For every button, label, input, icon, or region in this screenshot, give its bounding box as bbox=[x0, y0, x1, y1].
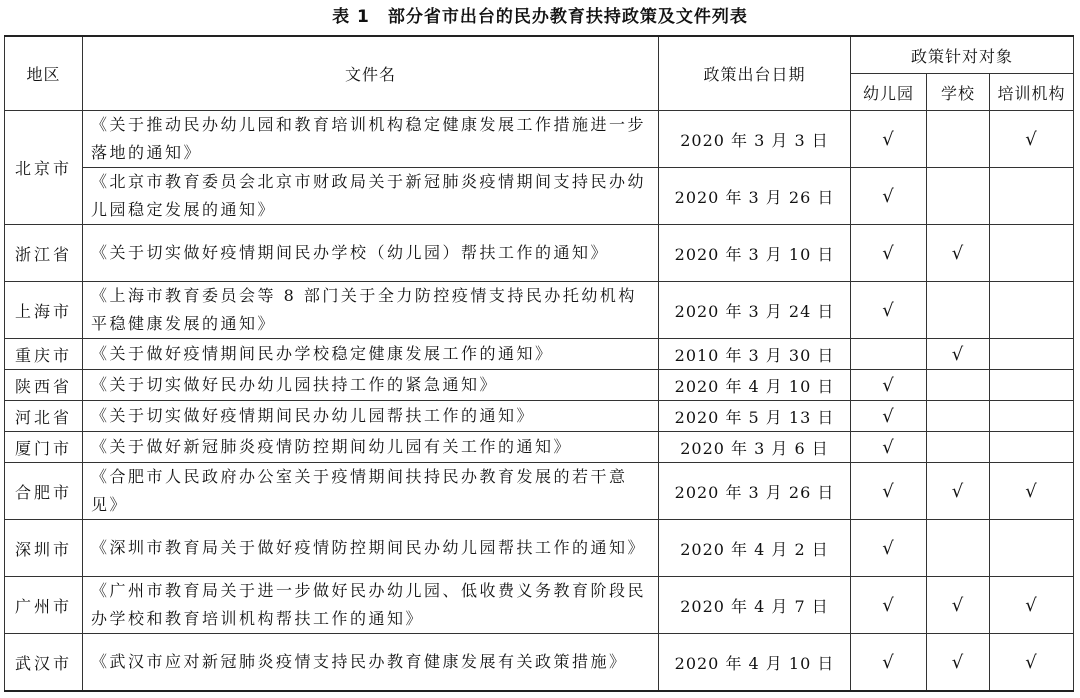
training-check-cell bbox=[990, 282, 1074, 339]
school-check-cell bbox=[927, 432, 990, 463]
kindergarten-check-cell bbox=[851, 282, 927, 339]
kindergarten-check-cell bbox=[851, 111, 927, 168]
file-name-cell: 《武汉市应对新冠肺炎疫情支持民办教育健康发展有关政策措施》 bbox=[83, 634, 659, 692]
table-row bbox=[5, 111, 1074, 168]
kindergarten-check-cell bbox=[851, 401, 927, 432]
training-check-cell bbox=[990, 432, 1074, 463]
header-school: 学校 bbox=[927, 74, 990, 111]
file-name-cell: 《关于切实做好疫情期间民办学校（幼儿园）帮扶工作的通知》 bbox=[83, 225, 659, 282]
kindergarten-check-cell bbox=[851, 370, 927, 401]
date-cell: 2020 年 4 月 10 日 bbox=[659, 370, 851, 401]
region-cell: 河北省 bbox=[5, 401, 83, 432]
checkmark-icon: √ bbox=[882, 537, 895, 559]
checkmark-icon: √ bbox=[882, 651, 895, 673]
training-check-cell bbox=[990, 520, 1074, 577]
checkmark-icon: √ bbox=[1025, 651, 1038, 673]
file-name-cell: 《关于推动民办幼儿园和教育培训机构稳定健康发展工作措施进一步落地的通知》 bbox=[83, 111, 659, 168]
region-cell: 上海市 bbox=[5, 282, 83, 339]
training-check-cell bbox=[990, 577, 1074, 634]
date-cell: 2020 年 3 月 24 日 bbox=[659, 282, 851, 339]
file-name-cell: 《北京市教育委员会北京市财政局关于新冠肺炎疫情期间支持民办幼儿园稳定发展的通知》 bbox=[83, 168, 659, 225]
table-row bbox=[5, 463, 1074, 520]
file-name-cell: 《关于做好疫情期间民办学校稳定健康发展工作的通知》 bbox=[83, 339, 659, 370]
school-check-cell bbox=[927, 634, 990, 692]
checkmark-icon: √ bbox=[951, 343, 965, 365]
school-check-cell bbox=[927, 168, 990, 225]
training-check-cell bbox=[990, 401, 1074, 432]
file-name-cell: 《关于做好新冠肺炎疫情防控期间幼儿园有关工作的通知》 bbox=[83, 432, 659, 463]
region-cell: 浙江省 bbox=[5, 225, 83, 282]
training-check-cell bbox=[990, 370, 1074, 401]
table-row bbox=[5, 432, 1074, 463]
school-check-cell bbox=[927, 401, 990, 432]
date-cell: 2020 年 3 月 3 日 bbox=[659, 111, 851, 168]
checkmark-icon: √ bbox=[882, 405, 895, 427]
date-cell: 2020 年 3 月 6 日 bbox=[659, 432, 851, 463]
checkmark-icon: √ bbox=[951, 242, 965, 264]
header-date: 政策出台日期 bbox=[659, 36, 851, 111]
checkmark-icon: √ bbox=[882, 128, 895, 150]
region-cell: 厦门市 bbox=[5, 432, 83, 463]
region-cell: 武汉市 bbox=[5, 634, 83, 692]
school-check-cell bbox=[927, 225, 990, 282]
school-check-cell bbox=[927, 370, 990, 401]
file-name-cell: 《深圳市教育局关于做好疫情防控期间民办幼儿园帮扶工作的通知》 bbox=[83, 520, 659, 577]
kindergarten-check-cell bbox=[851, 432, 927, 463]
checkmark-icon: √ bbox=[882, 299, 895, 321]
checkmark-icon: √ bbox=[882, 480, 895, 502]
checkmark-icon: √ bbox=[951, 480, 965, 502]
school-check-cell bbox=[927, 520, 990, 577]
file-name-cell: 《广州市教育局关于进一步做好民办幼儿园、低收费义务教育阶段民办学校和教育培训机构帮扶工作的通知》 bbox=[83, 577, 659, 634]
region-cell: 深圳市 bbox=[5, 520, 83, 577]
date-cell: 2020 年 3 月 26 日 bbox=[659, 168, 851, 225]
table-row bbox=[5, 401, 1074, 432]
header-training: 培训机构 bbox=[990, 74, 1074, 111]
school-check-cell bbox=[927, 339, 990, 370]
table-body bbox=[5, 111, 1074, 692]
table-row bbox=[5, 339, 1074, 370]
date-cell: 2020 年 5 月 13 日 bbox=[659, 401, 851, 432]
training-check-cell bbox=[990, 168, 1074, 225]
region-cell: 广州市 bbox=[5, 577, 83, 634]
date-cell: 2020 年 4 月 10 日 bbox=[659, 634, 851, 692]
table-row bbox=[5, 520, 1074, 577]
training-check-cell bbox=[990, 225, 1074, 282]
date-cell: 2020 年 4 月 2 日 bbox=[659, 520, 851, 577]
table-row bbox=[5, 282, 1074, 339]
checkmark-icon: √ bbox=[951, 651, 965, 673]
date-cell: 2010 年 3 月 30 日 bbox=[659, 339, 851, 370]
checkmark-icon: √ bbox=[882, 436, 895, 458]
region-cell: 陕西省 bbox=[5, 370, 83, 401]
file-name-cell: 《关于切实做好民办幼儿园扶持工作的紧急通知》 bbox=[83, 370, 659, 401]
school-check-cell bbox=[927, 577, 990, 634]
school-check-cell bbox=[927, 282, 990, 339]
date-cell: 2020 年 4 月 7 日 bbox=[659, 577, 851, 634]
table-row bbox=[5, 370, 1074, 401]
kindergarten-check-cell bbox=[851, 168, 927, 225]
checkmark-icon: √ bbox=[1025, 594, 1038, 616]
training-check-cell bbox=[990, 463, 1074, 520]
checkmark-icon: √ bbox=[882, 374, 895, 396]
checkmark-icon: √ bbox=[951, 594, 965, 616]
checkmark-icon: √ bbox=[882, 594, 895, 616]
date-cell: 2020 年 3 月 10 日 bbox=[659, 225, 851, 282]
header-kindergarten: 幼儿园 bbox=[851, 74, 927, 111]
header-policy-target: 政策针对对象 bbox=[851, 36, 1074, 74]
training-check-cell bbox=[990, 111, 1074, 168]
kindergarten-check-cell bbox=[851, 225, 927, 282]
checkmark-icon: √ bbox=[882, 185, 895, 207]
school-check-cell bbox=[927, 463, 990, 520]
table-row bbox=[5, 225, 1074, 282]
kindergarten-check-cell bbox=[851, 339, 927, 370]
kindergarten-check-cell bbox=[851, 463, 927, 520]
kindergarten-check-cell bbox=[851, 520, 927, 577]
checkmark-icon: √ bbox=[882, 242, 895, 264]
table-row bbox=[5, 577, 1074, 634]
kindergarten-check-cell bbox=[851, 634, 927, 692]
kindergarten-check-cell bbox=[851, 577, 927, 634]
file-name-cell: 《关于切实做好疫情期间民办幼儿园帮扶工作的通知》 bbox=[83, 401, 659, 432]
checkmark-icon: √ bbox=[1025, 128, 1038, 150]
table-row bbox=[5, 168, 1074, 225]
file-name-cell: 《上海市教育委员会等 8 部门关于全力防控疫情支持民办托幼机构平稳健康发展的通知》 bbox=[83, 282, 659, 339]
region-cell: 合肥市 bbox=[5, 463, 83, 520]
header-file-name: 文件名 bbox=[83, 36, 659, 111]
checkmark-icon: √ bbox=[1025, 480, 1038, 502]
training-check-cell bbox=[990, 339, 1074, 370]
school-check-cell bbox=[927, 111, 990, 168]
training-check-cell bbox=[990, 634, 1074, 692]
region-cell: 重庆市 bbox=[5, 339, 83, 370]
policy-table bbox=[4, 35, 1074, 692]
table-caption: 表 1 部分省市出台的民办教育扶持政策及文件列表 bbox=[332, 7, 748, 27]
file-name-cell: 《合肥市人民政府办公室关于疫情期间扶持民办教育发展的若干意见》 bbox=[83, 463, 659, 520]
region-cell: 北京市 bbox=[5, 111, 83, 225]
table-row bbox=[5, 634, 1074, 692]
date-cell: 2020 年 3 月 26 日 bbox=[659, 463, 851, 520]
header-region: 地区 bbox=[5, 36, 83, 111]
